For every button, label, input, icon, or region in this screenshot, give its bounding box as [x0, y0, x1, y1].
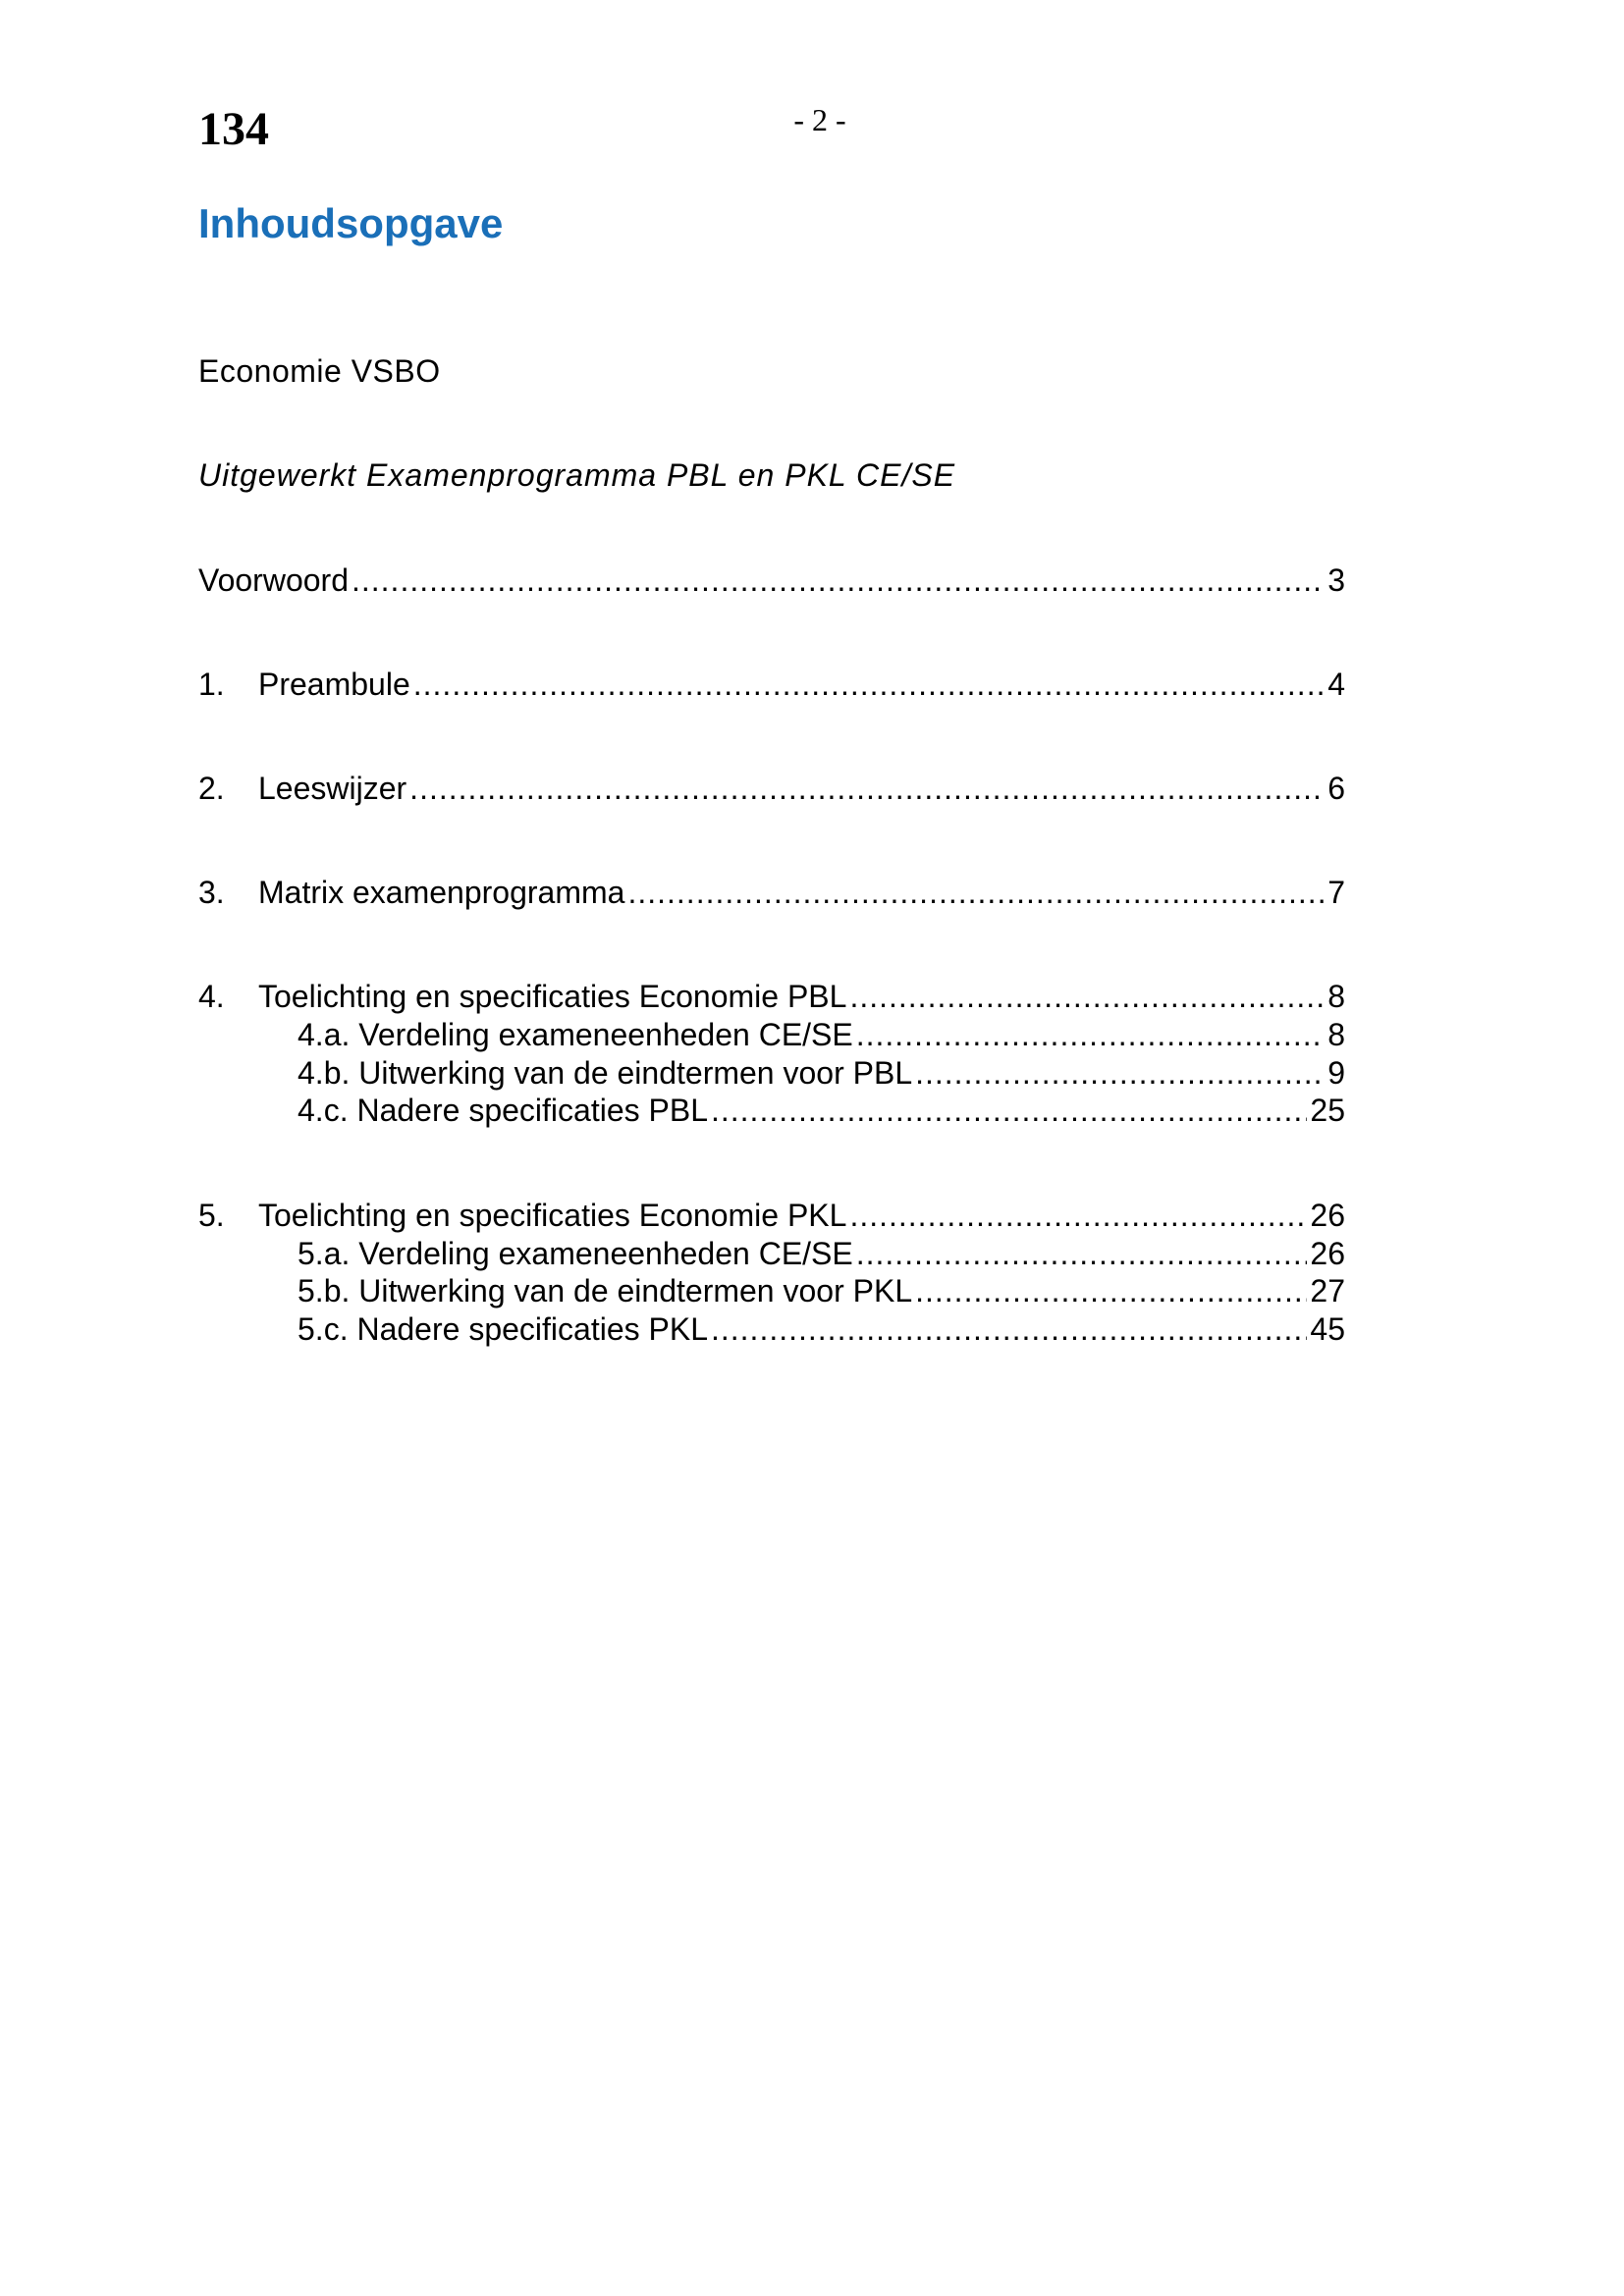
document-page-number: 134 — [198, 103, 269, 155]
toc-entry-page: 26 — [1310, 1236, 1345, 1271]
toc-leader-dots — [413, 664, 1325, 705]
toc-leader-dots — [849, 976, 1325, 1017]
toc-entry-title: Leeswijzer — [258, 771, 407, 806]
toc-leader-dots — [856, 1014, 1325, 1055]
toc-entry-page: 4 — [1327, 667, 1345, 702]
toc-entry-page: 27 — [1310, 1273, 1345, 1308]
toc-subentry-4b[interactable] — [298, 1052, 1345, 1094]
toc-entry-number: 5. — [198, 1198, 225, 1233]
toc-leader-dots — [409, 768, 1325, 809]
toc-subentry-5b[interactable] — [298, 1270, 1345, 1311]
toc-entry-title: 5.c. Nadere specificaties PKL — [298, 1311, 708, 1347]
toc-entry-matrix[interactable] — [198, 872, 1345, 913]
toc-entry-page: 26 — [1310, 1198, 1345, 1233]
page-title: Inhoudsopgave — [198, 200, 504, 246]
toc-entry-page: 8 — [1327, 1017, 1345, 1052]
toc-leader-dots — [627, 872, 1325, 913]
toc-subentry-4c[interactable] — [298, 1090, 1345, 1131]
toc-entry-page: 25 — [1310, 1093, 1345, 1128]
toc-entry-title: 5.b. Uitwerking van de eindtermen voor PKL — [298, 1273, 913, 1308]
toc-entry-title: Toelichting en specificaties Economie PKL — [258, 1198, 847, 1233]
toc-entry-section-4[interactable] — [198, 976, 1345, 1017]
toc-entry-leeswijzer[interactable] — [198, 768, 1345, 809]
toc-entry-title: Preambule — [258, 667, 410, 702]
toc-leader-dots — [711, 1090, 1307, 1131]
toc-entry-number: 1. — [198, 667, 225, 702]
toc-entry-title: Matrix examenprogramma — [258, 875, 625, 910]
toc-entry-number: 3. — [198, 875, 225, 910]
toc-leader-dots — [711, 1308, 1307, 1350]
toc-entry-title: Voorwoord — [198, 562, 349, 598]
toc-entry-title: 4.b. Uitwerking van de eindtermen voor PBL — [298, 1055, 913, 1091]
document-subtitle: Uitgewerkt Examenprogramma PBL en PKL CE/SE — [198, 457, 956, 493]
toc-entry-page: 3 — [1327, 562, 1345, 598]
toc-leader-dots — [915, 1052, 1325, 1094]
toc-leader-dots — [849, 1195, 1307, 1236]
toc-entry-title: Toelichting en specificaties Economie PBL — [258, 979, 847, 1014]
document-subject: Economie VSBO — [198, 353, 441, 389]
toc-entry-voorwoord[interactable] — [198, 560, 1345, 601]
toc-entry-preambule[interactable] — [198, 664, 1345, 705]
toc-entry-number: 2. — [198, 771, 225, 806]
toc-entry-section-5[interactable] — [198, 1195, 1345, 1236]
toc-entry-title: 4.c. Nadere specificaties PBL — [298, 1093, 708, 1128]
toc-entry-page: 45 — [1310, 1311, 1345, 1347]
toc-entry-page: 8 — [1327, 979, 1345, 1014]
section-page-number: - 2 - — [793, 102, 846, 137]
toc-entry-number: 4. — [198, 979, 225, 1014]
toc-entry-page: 7 — [1327, 875, 1345, 910]
toc-subentry-5a[interactable] — [298, 1233, 1345, 1274]
toc-leader-dots — [856, 1233, 1308, 1274]
toc-entry-title: 5.a. Verdeling exameneenheden CE/SE — [298, 1236, 853, 1271]
toc-subentry-5c[interactable] — [298, 1308, 1345, 1350]
toc-entry-page: 9 — [1327, 1055, 1345, 1091]
toc-leader-dots — [352, 560, 1325, 601]
toc-entry-page: 6 — [1327, 771, 1345, 806]
toc-leader-dots — [915, 1270, 1307, 1311]
toc-entry-title: 4.a. Verdeling exameneenheden CE/SE — [298, 1017, 853, 1052]
toc-subentry-4a[interactable] — [298, 1014, 1345, 1055]
